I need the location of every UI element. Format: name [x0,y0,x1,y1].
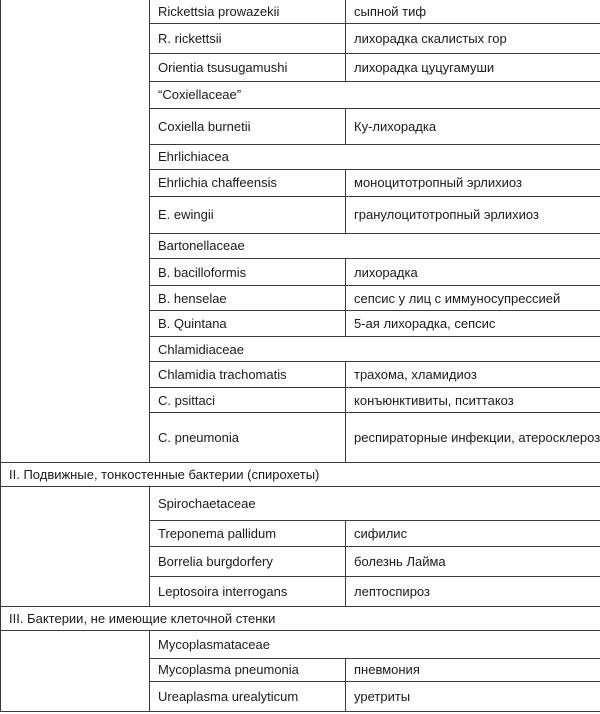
disease-cell: моноцитотропный эрлихиоз [346,169,600,196]
organism-cell: R. rickettsii [150,23,346,53]
disease-cell: сепсис у лиц с иммуносупрессией [346,286,600,311]
disease-cell: лихорадка цуцугамуши [346,53,600,81]
section-header: III. Бактерии, не имеющие клеточной стенки [1,606,600,630]
disease-cell: лихорадка скалистых гор [346,23,600,53]
disease-cell: болезнь Лайма [346,546,600,576]
section-row [1,463,600,487]
section-row [1,606,600,630]
family-header: “Coxiellaceae” [150,81,600,108]
organism-cell: Leptosoira interrogans [150,576,346,606]
disease-cell: лептоспироз [346,576,600,606]
organism-cell: C. pneumonia [150,413,346,463]
disease-cell: трахома, хламидиоз [346,362,600,388]
organism-cell: Treponema pallidum [150,521,346,546]
disease-cell: 5-ая лихорадка, сепсис [346,311,600,337]
disease-cell: пневмония [346,658,600,681]
organism-cell: B. bacilloformis [150,258,346,285]
family-header: Mycoplasmataceae [150,630,600,658]
organism-cell: B. henselae [150,286,346,311]
organism-cell: Borrelia burgdorfery [150,546,346,576]
group-gutter [1,630,150,711]
organism-cell: Mycoplasma pneumonia [150,658,346,681]
disease-cell: лихорадка [346,258,600,285]
family-row [1,487,600,521]
organism-cell: B. Quintana [150,311,346,337]
organism-cell: Ehrlichia chaffeensis [150,169,346,196]
section-header: II. Подвижные, тонкостенные бактерии (спирохеты) [1,463,600,487]
organism-cell: Ureaplasma urealyticum [150,681,346,711]
disease-cell: уретриты [346,681,600,711]
organism-cell: C. psittaci [150,388,346,413]
group-gutter [1,487,150,606]
family-header: Chlamidiaceae [150,337,600,362]
table-row [1,0,600,23]
organism-cell: Rickettsia prowazekii [150,0,346,23]
disease-cell: сифилис [346,521,600,546]
disease-cell: Ку-лихорадка [346,108,600,144]
disease-cell: респираторные инфекции, атеросклероз [346,413,600,463]
organism-cell: E. ewingii [150,196,346,233]
family-header: Bartonellaceae [150,233,600,258]
family-header: Ehrlichiacea [150,144,600,169]
disease-cell: конъюнктивиты, пситтакоз [346,388,600,413]
disease-cell: сыпной тиф [346,0,600,23]
organism-cell: Coxiella burnetii [150,108,346,144]
organism-cell: Orientia tsusugamushi [150,53,346,81]
group-gutter [1,0,150,463]
family-header: Spirochaetaceae [150,487,600,521]
family-row [1,630,600,658]
disease-cell: гранулоцитотропный эрлихиоз [346,196,600,233]
organism-cell: Chlamidia trachomatis [150,362,346,388]
